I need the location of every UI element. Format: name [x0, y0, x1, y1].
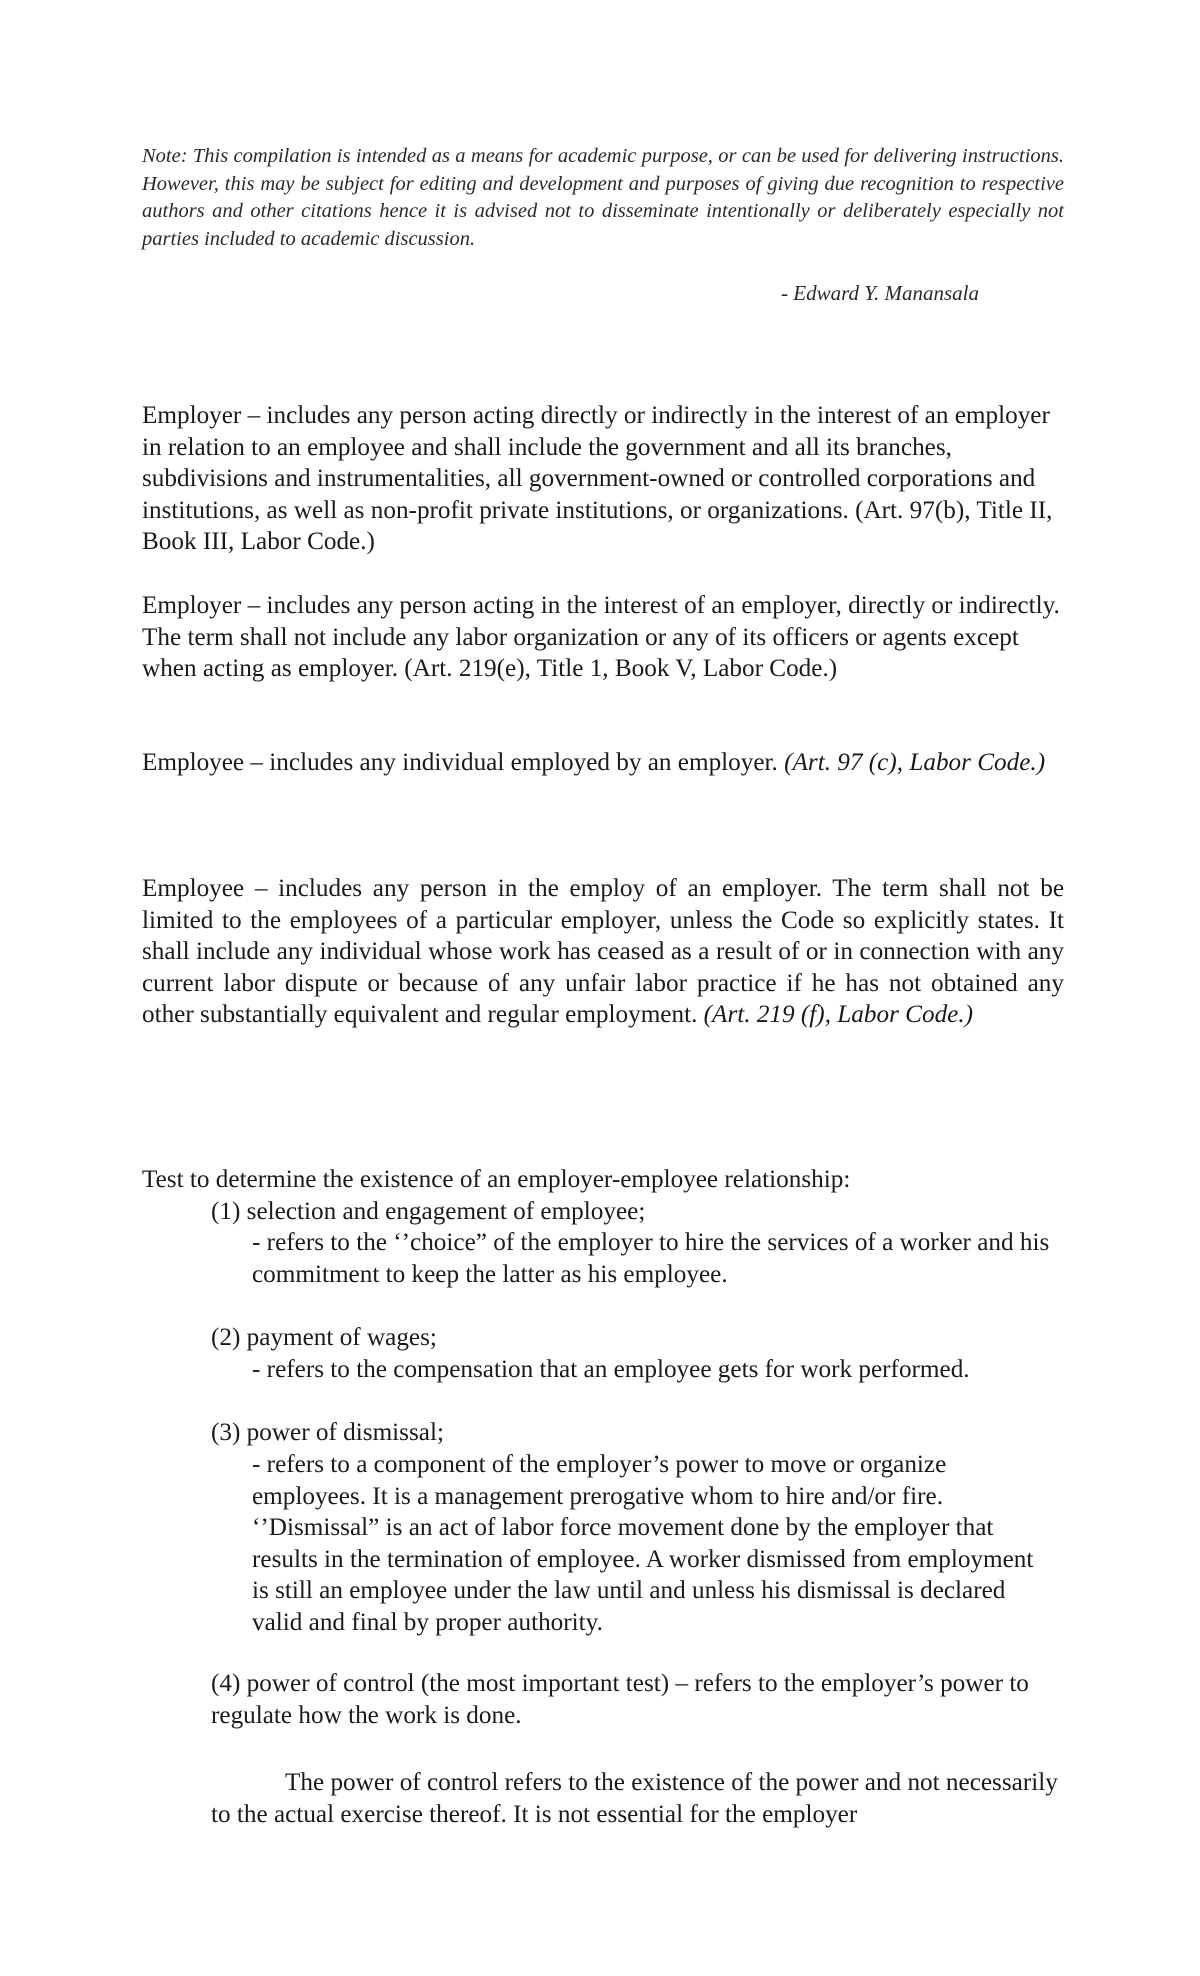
- definition-employer-art97: Employer – includes any person acting directly or indirectly in the interest of an employer in relation to an employee and shall include the government and all its branches, subdivisions and instrumentalities, all government-owned or controlled corporations and institutions, as well as non-profit private institutions, or organizations. (Art. 97(b), Title II, Book III, Labor Code.): [142, 402, 1053, 555]
- note-author: - Edward Y. Manansala: [781, 281, 979, 305]
- test-item-dismissal-title: (3) power of dismissal;: [211, 1419, 444, 1446]
- test-heading: Test to determine the existence of an employer-employee relationship:: [142, 1166, 851, 1193]
- test-item-wages-description: - refers to the compensation that an employee gets for work performed.: [252, 1356, 970, 1383]
- control-paragraph: The power of control refers to the existence of the power and not necessarily to the actual exercise thereof. It is not essential for the employer: [211, 1769, 1058, 1828]
- definition-employee-art219: [142, 873, 1064, 1031]
- test-item-selection-title: (1) selection and engagement of employee;: [211, 1198, 646, 1225]
- disclaimer-note: Note: This compilation is intended as a means for academic purpose, or can be used for delivering instructions. However, this may be subject for editing and development and purposes of giving due recognition to respective authors and other citations hence it is advised not to disseminate intentionally or deliberately especially not parties included to academic discussion.: [142, 145, 1064, 250]
- definition-employee-art219-citation: (Art. 219 (f), Labor Code.): [703, 1001, 974, 1028]
- test-item-control: (4) power of control (the most important test) – refers to the employer’s power to regulate how the work is done.: [211, 1670, 1029, 1729]
- definition-employer-art219: Employer – includes any person acting in the interest of an employer, directly or indirectly. The term shall not include any labor organization or any of its officers or agents except when acting as employer. (Art. 219(e), Title 1, Book V, Labor Code.): [142, 592, 1060, 682]
- test-item-dismissal-description: - refers to a component of the employer’s power to move or organize employees. It is a management prerogative whom to hire and/or fire. ‘’Dismissal” is an act of labor force movement done by the employer that results in the termination of employee. A worker dismissed from employment is still an employee under the law until and unless his dismissal is declared valid and final by proper authority.: [252, 1451, 1034, 1636]
- test-item-wages-title: (2) payment of wages;: [211, 1324, 437, 1351]
- definition-employee-art97: [142, 747, 1064, 779]
- definition-employee-art97-text: Employee – includes any individual employed by an employer.: [142, 749, 785, 776]
- test-item-selection-description: - refers to the ‘’choice” of the employer to hire the services of a worker and his commitment to keep the latter as his employee.: [252, 1229, 1050, 1288]
- definition-employee-art97-citation: (Art. 97 (c), Labor Code.): [784, 749, 1046, 776]
- definition-employee-art219-text: Employee – includes any person in the employ of an employer. The term shall not be limited to the employees of a particular employer, unless the Code so explicitly states. It shall include any individual whose work has ceased as a result of or in connection with any current labor dispute or because of any unfair labor practice if he has not obtained any other substantially equivalent and regular employment.: [142, 875, 1064, 1028]
